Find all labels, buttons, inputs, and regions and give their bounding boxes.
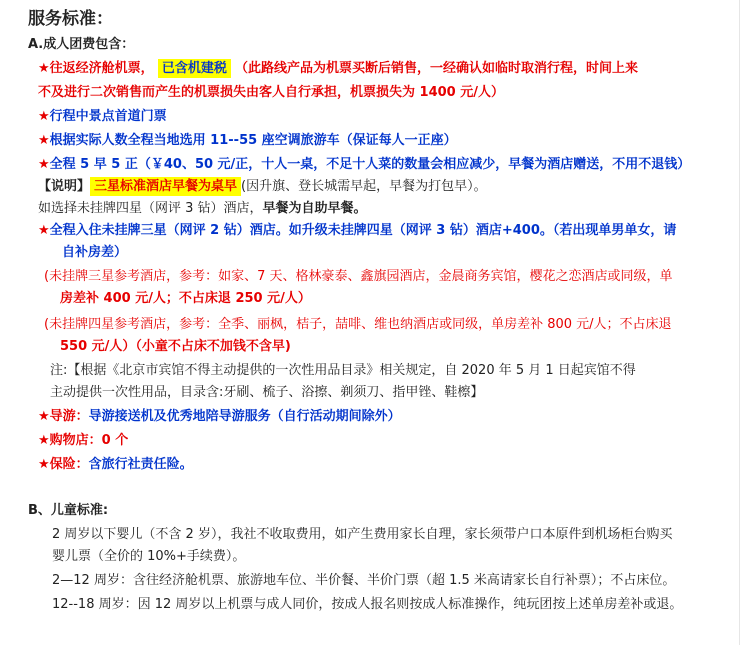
- hotel-text-cont: 自补房差）: [62, 245, 128, 260]
- supplies-notice: 注:【根据《北京市宾馆不得主动提供的一次性用品目录》相关规定，自 2020 年 5 月 1 日起宾馆不得: [50, 363, 636, 378]
- star-icon: ★: [38, 109, 50, 124]
- infant-policy: 2 周岁以下婴儿（不含 2 岁），我社不收取费用，如产生费用家长自理，家长须带户口本原件到机场柜台购买: [52, 527, 673, 542]
- page-title: 服务标准：: [28, 9, 113, 29]
- four-star-text: 如选择未挂牌四星（网评 3 钻）酒店，: [38, 201, 263, 216]
- four-star-breakfast-text: 早餐为自助早餐。: [262, 201, 367, 216]
- guide-text: 导游接送机及优秀地陪导游服务（自行活动期间除外）: [88, 409, 401, 424]
- flight-policy: （此路线产品为机票买断后销售，一经确认如临时取消行程，时间上来: [234, 61, 638, 76]
- infant-policy-cont: 婴儿票（全价的 10%+手续费）。: [52, 549, 246, 564]
- child-12-18-policy: 12--18 周岁：因 12 周岁以上机票与成人同价，按成人报名则按成人标准操作，纯玩团按上述单房差补或退。: [52, 597, 683, 612]
- tickets-text: 行程中景点首道门票: [49, 109, 167, 124]
- breakfast-highlight: 三星标准酒店早餐为桌早: [90, 177, 241, 196]
- shopping-label: 购物店：: [49, 433, 102, 448]
- supplies-notice-cont: 主动提供一次性用品，目录含:牙刷、梳子、浴擦、剃须刀、指甲锉、鞋檫】: [50, 385, 484, 400]
- four-star-breakfast: [38, 200, 367, 218]
- hotel-text: 全程入住未挂牌三星（网评 2 钻）酒店。如升级未挂牌四星（网评 3 钻）酒店+400。（若出现单男单女，请: [49, 223, 677, 238]
- hotel-line: [38, 222, 676, 240]
- note-prefix: 【说明】: [38, 179, 91, 194]
- flight-text: 往返经济舱机票，: [49, 61, 154, 76]
- star-icon: ★: [38, 433, 50, 448]
- child-2-12-policy: 2—12 周岁：含往经济舱机票、旅游地车位、半价餐、半价门票（超 1.5 米高请家长自行补票）；不占床位。: [52, 573, 676, 588]
- note-suffix: (因升旗、登长城需早起，早餐为打包早）。: [241, 179, 487, 194]
- meals-line: [38, 156, 690, 174]
- four-star-ref: (未挂牌四星参考酒店，参考：全季、丽枫，桔子，喆啡、维也纳酒店或同级，单房差补 800 元/人；不占床退: [44, 317, 672, 332]
- four-star-ref-cont: 550 元/人）（小童不占床不加钱不含早): [60, 339, 291, 354]
- shopping-line: [38, 432, 128, 450]
- star-icon: ★: [38, 409, 50, 424]
- insurance-line: [38, 456, 193, 474]
- three-star-ref-cont: 房差补 400 元/人；不占床退 250 元/人）: [60, 291, 311, 306]
- insurance-text: 含旅行社责任险。: [88, 457, 193, 472]
- child-heading: B、儿童标准:: [28, 503, 109, 518]
- meals-text: 全程 5 早 5 正（￥40、50 元/正，十人一桌，不足十人菜的数量会相应减少，早餐为酒店赠送，不用不退钱）: [49, 157, 691, 172]
- breakfast-note: [38, 178, 487, 196]
- star-icon: ★: [38, 157, 50, 172]
- three-star-ref: (未挂牌三星参考酒店，参考：如家、7 天、格林豪泰、鑫旗园酒店，金晨商务宾馆，樱花之恋酒店或同级，单: [44, 269, 673, 284]
- bus-text: 根据实际人数全程当地选用 11--55 座空调旅游车（保证每人一正座）: [49, 133, 457, 148]
- guide-label: 导游：: [49, 409, 89, 424]
- star-icon: ★: [38, 223, 50, 238]
- bus-line: [38, 132, 457, 150]
- flight-tax-highlight: 已含机建税: [158, 59, 231, 78]
- tickets-line: [38, 108, 167, 126]
- shopping-value: 0 个: [101, 433, 129, 448]
- star-icon: ★: [38, 61, 50, 76]
- adult-heading: A.成人团费包含：: [28, 37, 135, 52]
- star-icon: ★: [38, 457, 50, 472]
- guide-line: [38, 408, 401, 426]
- insurance-label: 保险：: [49, 457, 89, 472]
- star-icon: ★: [38, 133, 50, 148]
- flight-policy-cont: 不及进行二次销售而产生的机票损失由客人自行承担，机票损失为 1400 元/人）: [38, 85, 504, 100]
- flight-line: [38, 60, 638, 78]
